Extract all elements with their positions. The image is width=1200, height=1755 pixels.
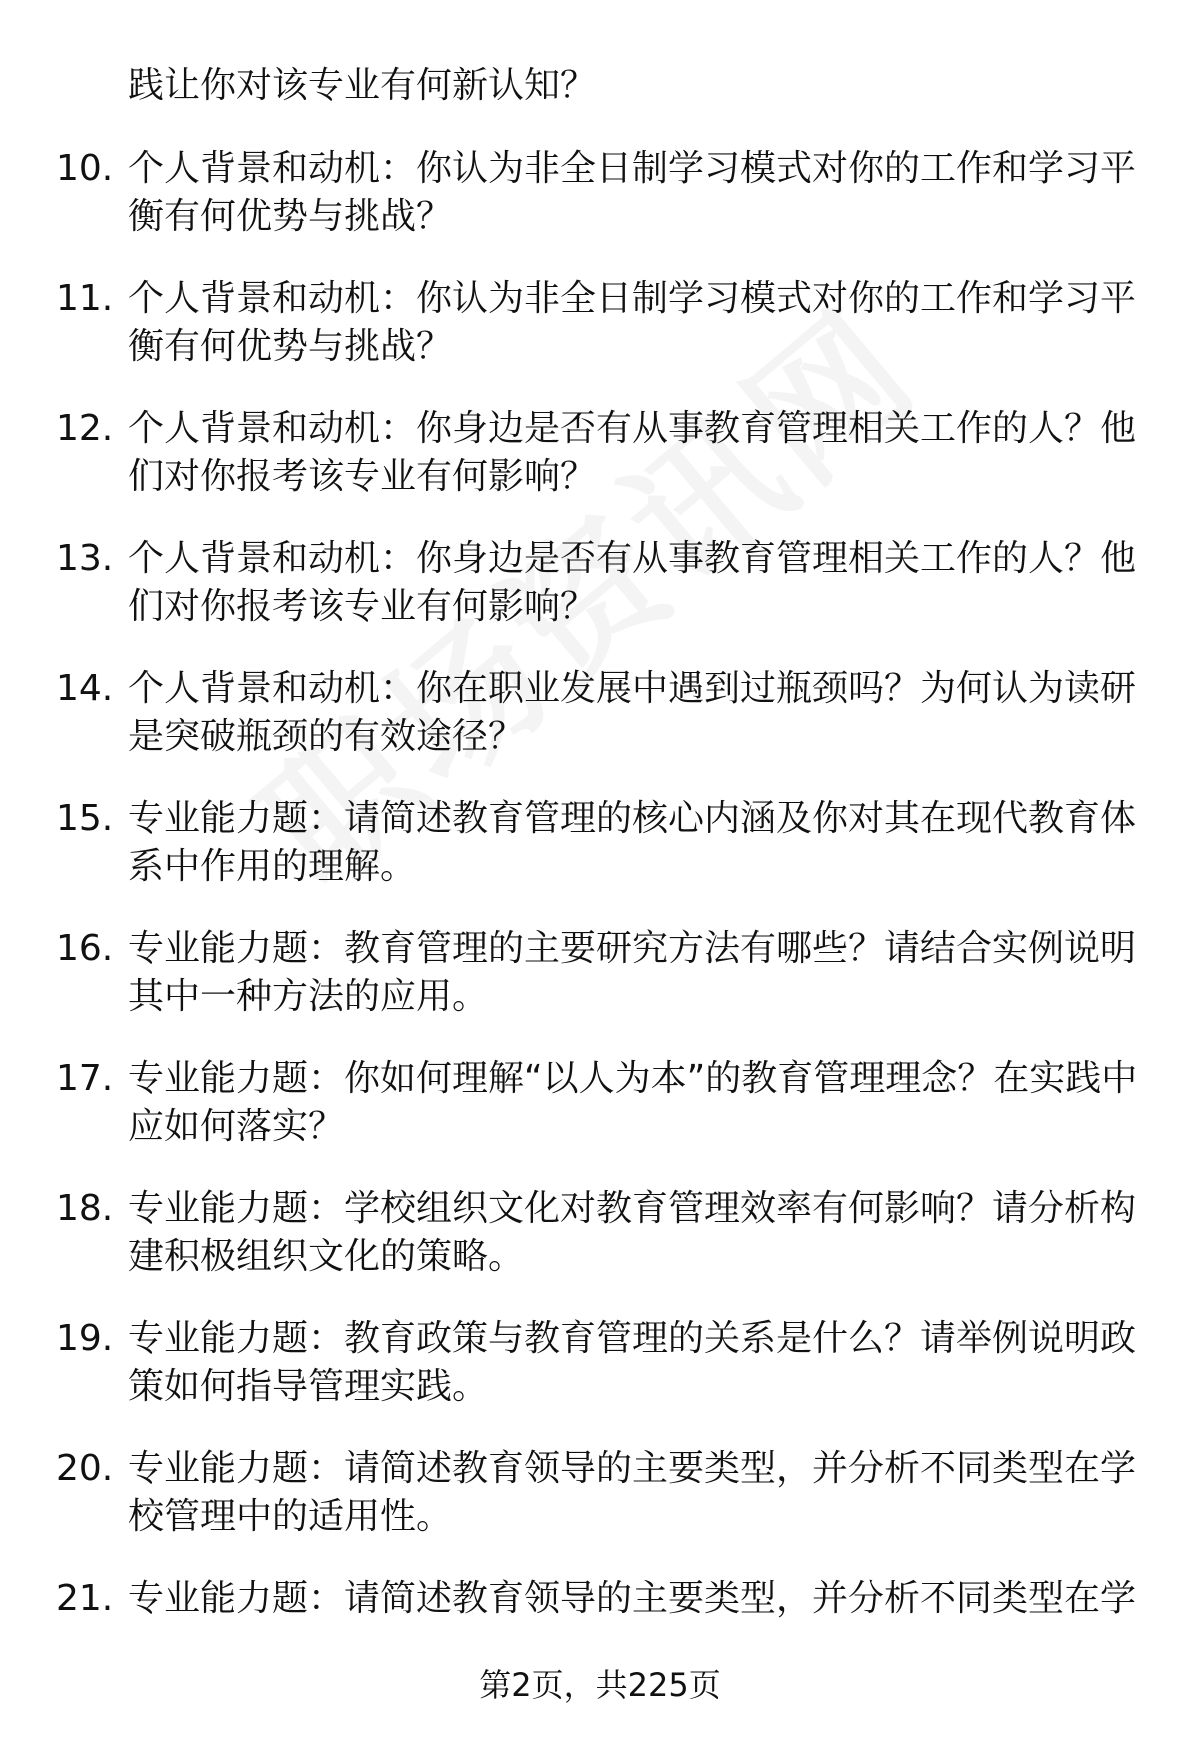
question-number: 19. — [56, 1318, 114, 1359]
question-item — [56, 535, 1146, 665]
question-number: 20. — [56, 1448, 114, 1489]
question-number: 10. — [56, 148, 114, 189]
question-text: 个人背景和动机：你在职业发展中遇到过瓶颈吗？为何认为读研是突破瓶颈的有效途径？ — [128, 668, 1137, 757]
question-text: 个人背景和动机：你认为非全日制学习模式对你的工作和学习平衡有何优势与挑战？ — [128, 148, 1137, 237]
question-text: 专业能力题：请简述教育领导的主要类型，并分析不同类型在学 — [128, 1578, 1137, 1619]
question-number: 12. — [56, 408, 114, 449]
question-text: 个人背景和动机：你身边是否有从事教育管理相关工作的人？他们对你报考该专业有何影响？ — [128, 408, 1137, 497]
question-text: 专业能力题：请简述教育领导的主要类型，并分析不同类型在学校管理中的适用性。 — [128, 1448, 1137, 1537]
question-text: 专业能力题：你如何理解“以人为本”的教育管理理念？在实践中应如何落实？ — [128, 1058, 1138, 1147]
question-item — [56, 1315, 1146, 1445]
page-footer: 第2页，共225页 — [479, 1666, 721, 1704]
question-number: 18. — [56, 1188, 114, 1229]
question-text: 个人背景和动机：你认为非全日制学习模式对你的工作和学习平衡有何优势与挑战？ — [128, 278, 1137, 367]
question-item — [56, 795, 1146, 925]
question-number: 17. — [56, 1058, 114, 1099]
question-number: 21. — [56, 1578, 114, 1619]
question-text: 专业能力题：请简述教育管理的核心内涵及你对其在现代教育体系中作用的理解。 — [128, 798, 1137, 887]
question-item — [56, 1055, 1146, 1185]
question-text: 专业能力题：教育管理的主要研究方法有哪些？请结合实例说明其中一种方法的应用。 — [128, 928, 1137, 1017]
question-text: 专业能力题：教育政策与教育管理的关系是什么？请举例说明政策如何指导管理实践。 — [128, 1318, 1137, 1407]
question-number: 14. — [56, 668, 114, 709]
question-number: 15. — [56, 798, 114, 839]
question-item — [56, 1445, 1146, 1575]
question-item — [56, 145, 1146, 275]
question-number: 16. — [56, 928, 114, 969]
question-number: 11. — [56, 278, 114, 319]
question-text: 个人背景和动机：你身边是否有从事教育管理相关工作的人？他们对你报考该专业有何影响？ — [128, 538, 1137, 627]
question-item — [56, 1185, 1146, 1315]
question-item — [56, 665, 1146, 795]
question-item — [56, 275, 1146, 405]
question-item — [56, 925, 1146, 1055]
question-item — [56, 405, 1146, 535]
question-text: 专业能力题：学校组织文化对教育管理效率有何影响？请分析构建积极组织文化的策略。 — [128, 1188, 1137, 1277]
continuation-text: 践让你对该专业有何新认知？ — [128, 65, 597, 106]
question-number: 13. — [56, 538, 114, 579]
question-list — [56, 145, 1146, 1705]
